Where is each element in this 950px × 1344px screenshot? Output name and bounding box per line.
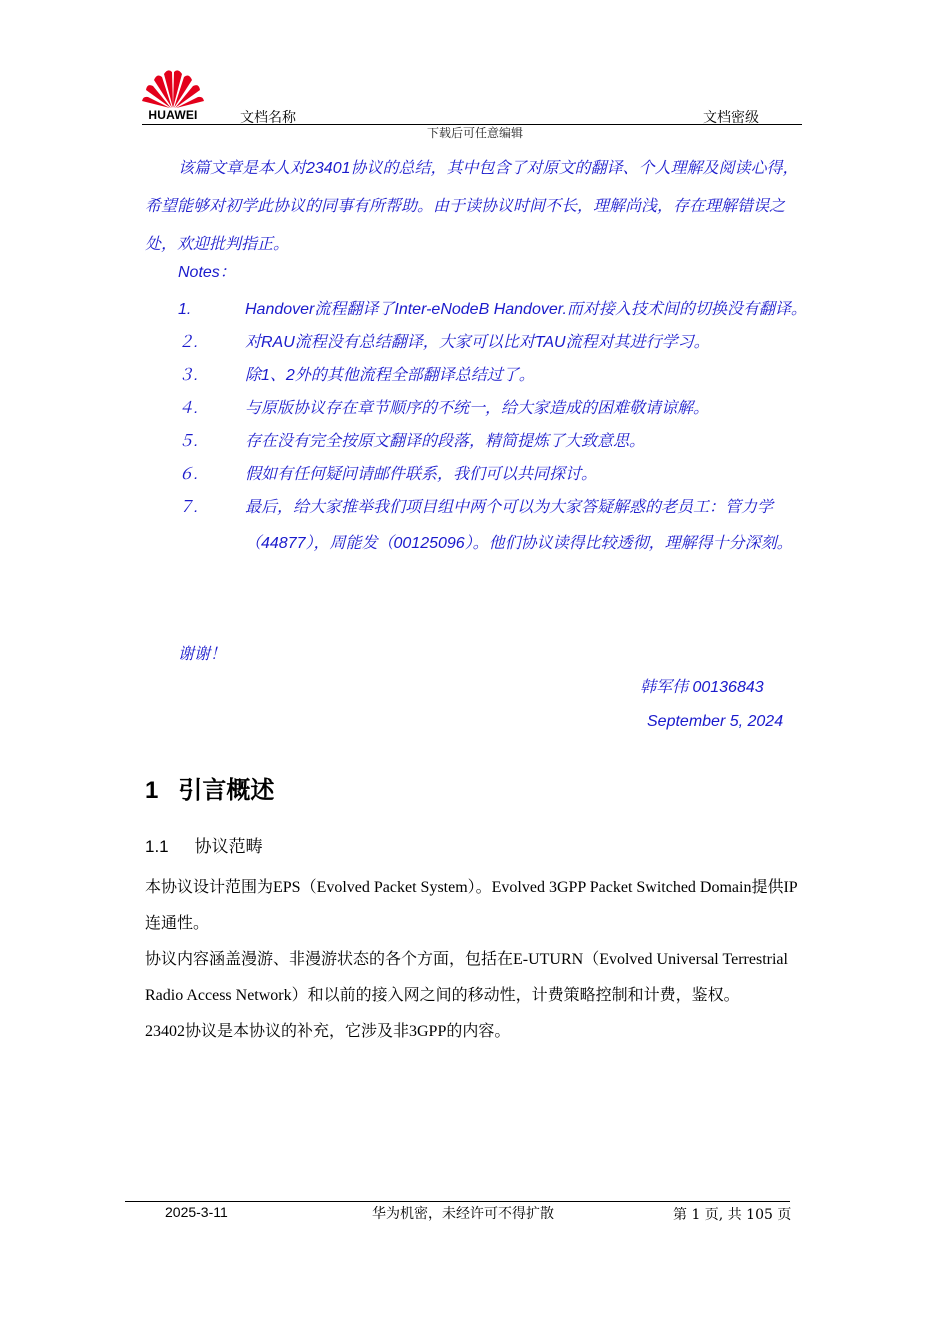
- footer-page-number: 第 1 页, 共 105 页: [673, 1207, 792, 1223]
- note-text: 除1、2外的其他流程全部翻译总结过了。: [245, 367, 535, 384]
- section-title: 引言概述: [178, 777, 275, 804]
- list-item: [178, 292, 808, 328]
- subsection-number: 1.1: [145, 837, 169, 856]
- subsection-title: 协议范畴: [194, 837, 263, 856]
- note-text: 对RAU流程没有总结翻译，大家可以比对TAU流程对其进行学习。: [245, 334, 710, 351]
- list-item: [178, 358, 808, 394]
- document-security-level: 文档密级: [703, 109, 759, 125]
- notes-label: Notes：: [178, 264, 236, 281]
- note-number: 1.: [178, 301, 192, 318]
- document-name: 文档名称: [240, 109, 296, 125]
- body-paragraph: 协议内容涵盖漫游、非漫游状态的各个方面，包括在E-UTURN（Evolved Universal Terrestrial Radio Access Network）和以前的接入网之间的移动性，计费策略控制和计费，鉴权。: [145, 951, 788, 1004]
- list-item: [178, 490, 808, 562]
- footer-confidential-notice: 华为机密，未经许可不得扩散: [372, 1206, 554, 1222]
- note-text: Handover流程翻译了Inter-eNodeB Handover.而对接入技术间的切换没有翻译。: [245, 301, 807, 318]
- section-number: 1: [145, 777, 159, 804]
- intro-paragraph: 该篇文章是本人对23401协议的总结，其中包含了对原文的翻译、个人理解及阅读心得，希望能够对初学此协议的同事有所帮助。由于读协议时间不长，理解尚浅，存在理解错误之处，欢迎批判指正。: [145, 160, 799, 253]
- signature-name: 韩军伟 00136843: [640, 679, 764, 696]
- subsection-heading: [145, 832, 263, 857]
- logo-text: HUAWEI: [148, 108, 198, 122]
- section-body: [145, 870, 810, 1050]
- note-number: ５.: [178, 433, 199, 450]
- list-item: [178, 457, 808, 493]
- notes-list: [178, 292, 808, 559]
- note-number: ３.: [178, 367, 199, 384]
- note-number: ２.: [178, 334, 199, 351]
- note-text: 与原版协议存在章节顺序的不统一，给大家造成的困难敬请谅解。: [245, 400, 710, 417]
- intro-section: [145, 150, 805, 264]
- list-item: [178, 325, 808, 361]
- thanks-text: 谢谢！: [178, 646, 227, 663]
- list-item: [178, 391, 808, 427]
- note-text: 假如有任何疑问请邮件联系，我们可以共同探讨。: [245, 466, 598, 483]
- note-number: ４.: [178, 400, 199, 417]
- footer-divider: [125, 1201, 790, 1202]
- note-text: 最后，给大家推举我们项目组中两个可以为大家答疑解惑的老员工：管力学（44877），周能发（00125096）。他们协议读得比较透彻，理解得十分深刻。: [245, 499, 793, 552]
- note-text: 存在没有完全按原文翻译的段落，精简提炼了大致意思。: [245, 433, 646, 450]
- note-number: ６.: [178, 466, 199, 483]
- body-paragraph: 23402协议是本协议的补充，它涉及非3GPP的内容。: [145, 1023, 511, 1040]
- section-heading: [145, 770, 274, 805]
- note-number: ７.: [178, 499, 199, 516]
- download-note: 下载后可任意编辑: [426, 126, 523, 140]
- footer-date: 2025-3-11: [165, 1204, 228, 1220]
- signature-date: September 5, 2024: [647, 713, 784, 730]
- body-paragraph: 本协议设计范围为EPS（Evolved Packet System）。Evolved 3GPP Packet Switched Domain提供IP连通性。: [145, 879, 798, 932]
- list-item: [178, 424, 808, 460]
